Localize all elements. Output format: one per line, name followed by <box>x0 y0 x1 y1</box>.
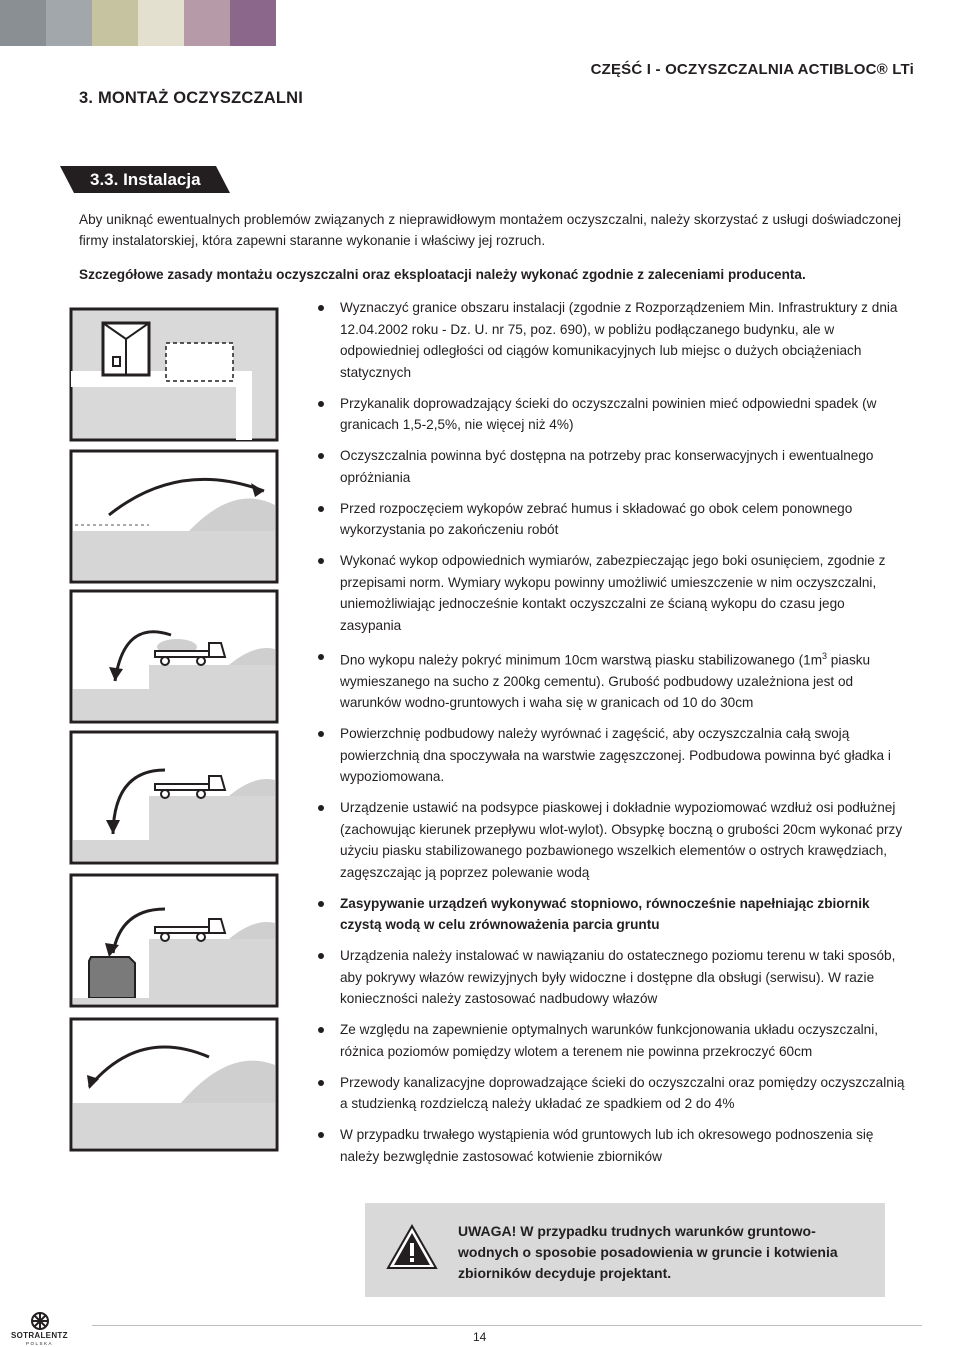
list-item <box>318 550 908 636</box>
list-item-text: Powierzchnię podbudowy należy wyrównać i zagęścić, aby oczyszczalnia całą swoją powierzchnią dna spoczywała na warstwie zagęszczonej. Podbudowa powinna być gładka i wypoziomowana. <box>340 726 891 785</box>
bullet-icon <box>318 901 324 907</box>
list-item-text: Wyznaczyć granice obszaru instalacji (zgodnie z Rozporządzeniem Min. Infrastruktury z dnia 12.04.2002 roku - Dz. U. nr 75, poz. 690), w pobliżu podłączanego budynku, ale w odpowiedniej odległości od ciągów komunikacyjnych lub miejsc o dużych obciążeniach statycznych <box>340 300 898 380</box>
brand-country: POLSKA <box>26 1341 54 1346</box>
bullet-icon <box>318 1132 324 1138</box>
bullet-icon <box>318 805 324 811</box>
list-item <box>318 1124 908 1167</box>
page-number: 14 <box>473 1330 487 1344</box>
list-item <box>318 445 908 488</box>
list-item-text: Urządzenia należy instalować w nawiązaniu do ostatecznego poziomu terenu w taki sposób, aby pokrywy włazów rewizyjnych były widoczne i dostępne dla obsługi (serwisu). W razie konieczności należy zastosować nadbudowy włazów <box>340 948 896 1007</box>
list-item <box>318 646 908 714</box>
bullet-icon <box>318 654 324 660</box>
instructions-list <box>318 297 908 1177</box>
list-item <box>318 893 908 936</box>
bullet-icon <box>318 558 324 564</box>
illustration-site-plan <box>69 307 279 442</box>
bullet-icon <box>318 731 324 737</box>
chapter-title: 3. MONTAŻ OCZYSZCZALNI <box>79 89 304 107</box>
list-item <box>318 945 908 1010</box>
illustration-sand-bedding <box>69 730 279 865</box>
illustration-backfilling <box>69 1017 279 1152</box>
list-item-text-cont: piasku wymieszanego na sucho z 200kg cementu). Grubość podbudowy uzależniona jest od warunków wodno-gruntowych i waha się w granicach od 10 do 30cm <box>340 652 871 711</box>
list-item-text: Oczyszczalnia powinna być dostępna na potrzeby prac konserwacyjnych i ewentualnego opróżniania <box>340 448 874 485</box>
swatch-4 <box>138 0 184 46</box>
warning-icon <box>386 1224 438 1270</box>
bullet-icon <box>318 1080 324 1086</box>
bullet-icon <box>318 506 324 512</box>
list-item-text: Wykonać wykop odpowiednich wymiarów, zabezpieczając jego boki osunięciem, zgodnie z przepisami norm. Wymiary wykopu powinny umożliwić umieszczenie w nim oczyszczalni, uniemożliwiając jednocześnie kontakt oczyszczalni ze ścianą wykopu do czasu jego zasypania <box>340 553 886 633</box>
bullet-icon <box>318 953 324 959</box>
list-item <box>318 498 908 541</box>
swatch-3 <box>92 0 138 46</box>
intro-bold-paragraph: Szczegółowe zasady montażu oczyszczalni oraz eksploatacji należy wykonać zgodnie z zaleceniami producenta. <box>79 267 806 282</box>
list-item-text: Przed rozpoczęciem wykopów zebrać humus i składować go obok celem ponownego wykorzystania po zakończeniu robót <box>340 500 853 537</box>
list-item <box>318 1019 908 1062</box>
swatch-1 <box>0 0 46 46</box>
bullet-icon <box>318 305 324 311</box>
list-item-text: Dno wykopu należy pokryć minimum 10cm warstwą piasku stabilizowanego (1m <box>340 652 823 668</box>
list-item <box>318 393 908 436</box>
brand-logo-icon <box>10 1311 70 1333</box>
list-item <box>318 797 908 883</box>
list-item-text: Urządzenie ustawić na podsypce piaskowej i dokładnie wypoziomować wzdłuż osi podłużnej (zachowując kierunek przepływu wlot-wylot). Obsypkę boczną o grubości 20cm wykonać przy użyciu piasku stabilizowanego pozbawionego wszelkich elementów o ostrych krawędziach, zagęszczając ją poprzez polewanie wodą <box>340 800 903 880</box>
list-item <box>318 723 908 788</box>
part-title: CZĘŚĆ I - OCZYSZCZALNIA ACTIBLOC® LTi <box>590 61 914 78</box>
warning-note-text: UWAGA! W przypadku trudnych warunków gruntowo-wodnych o sposobie posadowienia w gruncie i kotwienia zbiorników decyduje projektant. <box>458 1223 838 1281</box>
swatch-2 <box>46 0 92 46</box>
list-item <box>318 1072 908 1115</box>
list-item-text: Ze względu na zapewnienie optymalnych warunków funkcjonowania układu oczyszczalni, różnica poziomów pomiędzy wlotem a terenem nie powinna przekroczyć 60cm <box>340 1022 879 1059</box>
list-item-text: W przypadku trwałego wystąpienia wód gruntowych lub ich okresowego podnoszenia się należy bezwględnie zastosować kotwienie zbiorników <box>340 1127 874 1164</box>
section-title: 3.3. Instalacja <box>90 170 201 189</box>
footer-divider <box>92 1325 922 1326</box>
bullet-icon <box>318 453 324 459</box>
list-item-text: Przewody kanalizacyjne doprowadzające ścieki do oczyszczalni oraz pomiędzy oczyszczalnią a studzienką rozdzielczą należy układać ze spadkiem od 2 do 4% <box>340 1074 905 1112</box>
swatch-5 <box>184 0 230 46</box>
superscript: 3 <box>822 650 828 661</box>
bullet-icon <box>318 1027 324 1033</box>
illustration-topsoil-removal <box>69 449 279 584</box>
list-item-text: Zasypywanie urządzeń wykonywać stopniowo, równocześnie napełniając zbiornik czystą wodą w celu zrównoważenia parcia gruntu <box>340 895 870 933</box>
intro-paragraph: Aby uniknąć ewentualnych problemów związanych z nieprawidłowym montażem oczyszczalni, należy skorzystać z usługi doświadczonej firmy instalatorskiej, która zapewni staranne wykonanie i właściwy jej rozruch. <box>79 212 901 248</box>
brand-name: SOTRALENTZ <box>11 1331 68 1340</box>
list-item-text: Przykanalik doprowadzający ścieki do oczyszczalni powinien mieć odpowiedni spadek (w granicach 1,5-2,5%, nie więcej niż 4%) <box>340 395 877 432</box>
swatch-6 <box>230 0 276 46</box>
illustration-excavation <box>69 589 279 724</box>
list-item <box>318 297 908 383</box>
bullet-icon <box>318 401 324 407</box>
illustration-tank-placement <box>69 873 279 1008</box>
